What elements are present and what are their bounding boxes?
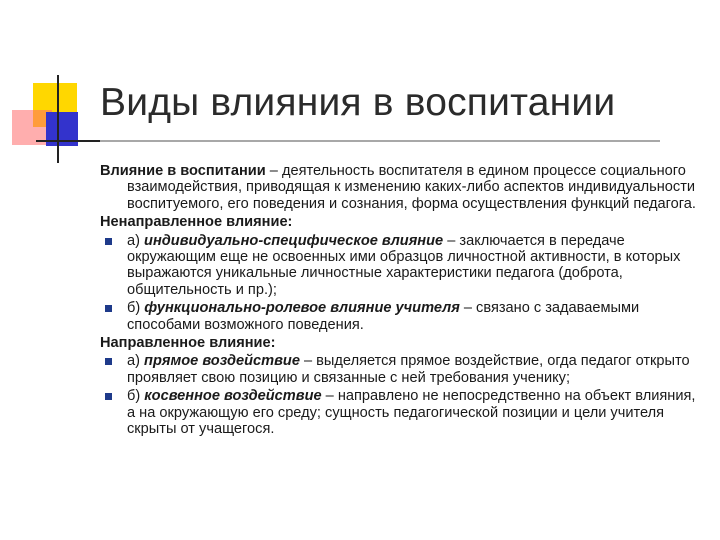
slide-title: Виды влияния в воспитании xyxy=(100,81,616,124)
square-bullet-icon xyxy=(105,238,112,245)
item-term: прямое воздействие xyxy=(144,353,300,370)
list-item xyxy=(100,353,700,386)
item-term: косвенное воздействие xyxy=(144,388,322,405)
item-term: индивидуально-специфическое влияние xyxy=(144,232,444,249)
item-term: функционально-ролевое влияние учителя xyxy=(144,300,460,317)
square-bullet-icon xyxy=(105,358,112,365)
definition xyxy=(100,163,700,212)
item-prefix: а) xyxy=(127,232,145,249)
list-item xyxy=(100,388,700,437)
item-text: – выделяется прямое воздействие, огда педагог открыто проявляет свою позицию и связанные с ней требования ученику; xyxy=(127,353,690,386)
vertical-line xyxy=(57,75,59,163)
item-prefix: б) xyxy=(127,388,145,405)
item-text: – заключается в передаче окружающим еще не освоенных ими образцов личностной активности, в которых выражаются уникальные личностные характеристики педагога (доброта, общительность и пр.); xyxy=(127,232,681,298)
title-underline xyxy=(100,140,660,142)
definition-text: – деятельность воспитателя в едином процессе социального взаимодействия, приводящая к изменению каких-либо аспектов индивидуальности воспитуемого, его поведения и сознания, форма осуществления функций педагога. xyxy=(127,163,696,212)
item-text: – направлено не непосредственно на объект влияния, а на окружающую его среду; сущность педагогической позиции и цели учителя скрыты от учащегося. xyxy=(127,388,696,438)
section-heading: Ненаправленное влияние: xyxy=(100,214,293,231)
section-heading: Направленное влияние: xyxy=(100,335,276,352)
item-text: – связано с задаваемыми способами возможного поведения. xyxy=(127,300,640,333)
definition-term: Влияние в воспитании xyxy=(100,163,266,179)
item-prefix: а) xyxy=(127,353,145,370)
horizontal-line xyxy=(36,140,100,142)
list-item xyxy=(100,300,700,333)
list-item xyxy=(100,233,700,299)
square-bullet-icon xyxy=(105,305,112,312)
item-prefix: б) xyxy=(127,300,145,317)
slide-body xyxy=(100,163,700,438)
square-bullet-icon xyxy=(105,393,112,400)
